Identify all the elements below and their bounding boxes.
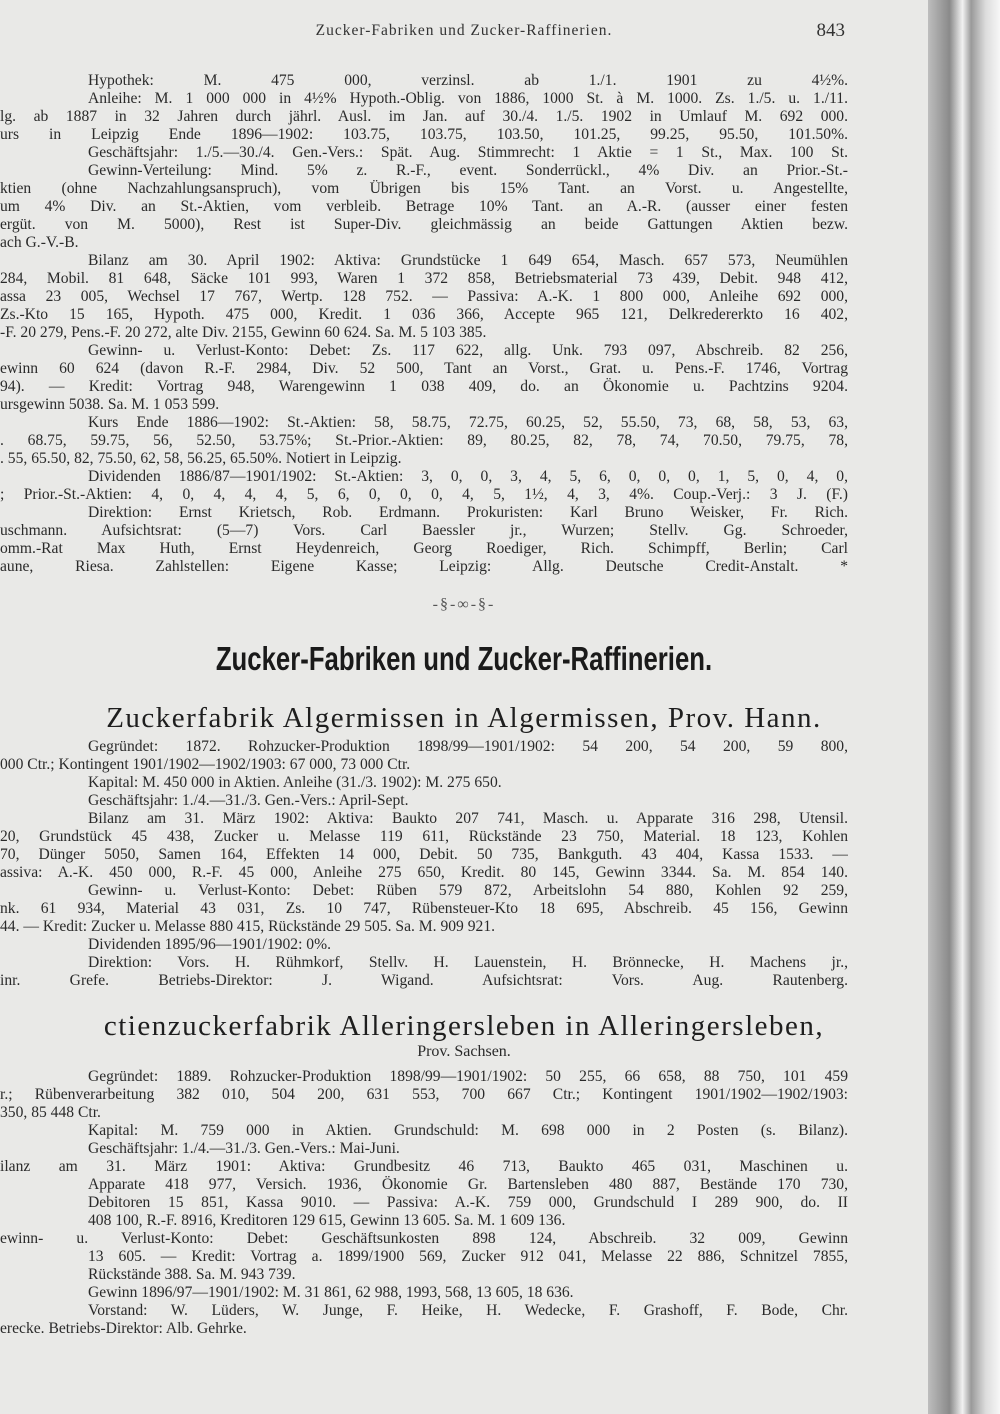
text-line: lg. ab 1887 in 32 Jahren durch jährl. Ausl. im Jan. auf 30./4. 1./5. 1902 in Umlauf M. 692 000. [0,108,848,125]
text-line: 000 Ctr.; Kontingent 1901/1902—1902/1903: 67 000, 73 000 Ctr. [0,756,411,773]
text-line: ewinn- u. Verlust-Konto: Debet: Geschäftsunkosten 898 124, Abschreib. 32 009, Gewinn [0,1230,848,1247]
text-line: omm.-Rat Max Huth, Ernst Heydenreich, Georg Roediger, Rich. Schimpff, Berlin; Carl [0,540,848,557]
text-line: Geschäftsjahr: 1./5.—30./4. Gen.-Vers.: Spät. Aug. Stimmrecht: 1 Aktie = 1 St., Max. 100 St. [88,144,848,161]
text-line: Gewinn-Verteilung: Mind. 5% z. R.-F., event. Sonderrückl., 4% Div. an Prior.-St.- [88,162,848,179]
company-subtitle: Prov. Sachsen. [417,1043,511,1060]
text-line: ergüt. von M. 5000), Rest ist Super-Div. gleichmässig an beide Gattungen Aktien bezw. [0,216,848,233]
text-line: ewinn 60 624 (davon R.-F. 2984, Div. 52 500, Tant an Vorst., Grat. u. Pens.-F. 1746, Vortrag [0,360,848,377]
text-line: Direktion: Ernst Krietsch, Rob. Erdmann. Prokuristen: Karl Bruno Weisker, Fr. Rich. [88,504,848,521]
page-number: 843 [816,20,845,41]
text-line: Bilanz am 30. April 1902: Aktiva: Grundstücke 1 649 654, Masch. 657 573, Neumühlen [88,252,848,269]
text-line: aune, Riesa. Zahlstellen: Eigene Kasse; Leipzig: Allg. Deutsche Credit-Anstalt. * [0,558,848,575]
text-line: Zs.-Kto 15 165, Hypoth. 475 000, Kredit. 1 036 366, Accepte 965 121, Delkredererkto 16 402, [0,306,848,323]
text-line: . 55, 65.50, 82, 75.50, 62, 58, 56.25, 65.50%. Notiert in Leipzig. [0,450,402,467]
running-header [0,22,928,44]
text-line: Gewinn- u. Verlust-Konto: Debet: Zs. 117 622, allg. Unk. 793 097, Abschreib. 82 256, [88,342,848,359]
text-line: 44. — Kredit: Zucker u. Melasse 880 415, Rückstände 29 505. Sa. M. 909 921. [0,918,496,935]
text-line: . 68.75, 59.75, 56, 52.50, 53.75%; St.-Prior.-Aktien: 89, 80.25, 82, 78, 74, 70.50, 79.75, 78, [0,432,848,449]
text-line: Kurs Ende 1886—1902: St.-Aktien: 58, 58.75, 72.75, 60.25, 52, 55.50, 73, 68, 58, 53, 63, [88,414,848,431]
running-title: Zucker-Fabriken und Zucker-Raffinerien. [315,22,613,39]
text-line: ; Prior.-St.-Aktien: 4, 0, 4, 4, 4, 5, 6, 0, 0, 0, 4, 5, 1½, 4, 3, 4%. Coup.-Verj.: 3 J. (F.) [0,486,848,503]
text-line: Dividenden 1886/87—1901/1902: St.-Aktien: 3, 0, 0, 3, 4, 5, 6, 0, 0, 0, 1, 5, 0, 4, 0, [88,468,848,485]
text-line: r.; Rübenverarbeitung 382 010, 504 200, 631 553, 700 667 Ctr.; Kontingent 1901/1902—1902/1903: [0,1086,848,1103]
text-line: Direktion: Vors. H. Rühmkorf, Stellv. H. Lauenstein, H. Brönnecke, H. Machens jr., [88,954,848,971]
text-line: -F. 20 279, Pens.-F. 20 272, alte Div. 2155, Gewinn 60 624. Sa. M. 5 103 385. [0,324,487,341]
text-line: 350, 85 448 Ctr. [0,1104,101,1121]
text-line: 20, Grundstück 45 438, Zucker u. Melasse 119 611, Rückstände 23 750, Material. 18 123, Kohlen [0,828,848,845]
text-line: Vorstand: W. Lüders, W. Junge, F. Heike, H. Wedecke, F. Grashoff, F. Bode, Chr. [88,1302,848,1319]
separator-ornament: -§-∞-§- [432,596,496,613]
text-line: uschmann. Aufsichtsrat: (5—7) Vors. Carl Baessler jr., Wurzen; Stellv. Gg. Schroeder, [0,522,848,539]
text-line: assiva: A.-K. 450 000, R.-F. 45 000, Anleihe 275 650, Kredit. 80 145, Gewinn 3344. Sa. M. 854 140. [0,864,848,881]
text-line: Debitoren 15 851, Kassa 9010. — Passiva: A.-K. 759 000, Grundschuld I 289 900, do. II [88,1194,848,1211]
text-line: Kapital: M. 450 000 in Aktien. Anleihe (31./3. 1902): M. 275 650. [88,774,502,791]
text-line: ilanz am 31. März 1901: Aktiva: Grundbesitz 46 713, Baukto 465 031, Maschinen u. [0,1158,848,1175]
text-line: 70, Dünger 5050, Samen 164, Effekten 14 000, Debit. 50 735, Bankguth. 43 404, Kassa 1533. — [0,846,848,863]
text-line: 94). — Kredit: Vortrag 948, Warengewinn 1 038 409, do. an Ökonomie u. Pachtzins 9204. [0,378,848,395]
text-line: 284, Mobil. 81 648, Säcke 101 993, Waren 1 372 858, Betriebsmaterial 73 439, Debit. 948 412, [0,270,848,287]
text-line: Gewinn 1896/97—1901/1902: M. 31 861, 62 988, 1993, 568, 13 605, 18 636. [88,1284,574,1301]
company-title: Zuckerfabrik Algermissen in Algermissen, Prov. Hann. [106,702,822,734]
text-line: ursgewinn 5038. Sa. M. 1 053 599. [0,396,220,413]
text-line: nk. 61 934, Material 43 031, Zs. 10 747, Rübensteuer-Kto 18 695, Abschreib. 45 156, Gewinn [0,900,848,917]
text-line: Gegründet: 1872. Rohzucker-Produktion 1898/99—1901/1902: 54 200, 54 200, 59 800, [88,738,848,755]
text-line: 13 605. — Kredit: Vortrag a. 1899/1900 569, Zucker 912 041, Melasse 22 886, Schnitzel 7855, [88,1248,848,1265]
text-line: ach G.-V.-B. [0,234,79,251]
text-line: Geschäftsjahr: 1./4.—31./3. Gen.-Vers.: Mai-Juni. [88,1140,400,1157]
text-line: Kapital: M. 759 000 in Aktien. Grundschuld: M. 698 000 in 2 Posten (s. Bilanz). [88,1122,848,1139]
text-line: Anleihe: M. 1 000 000 in 4½% Hypoth.-Oblig. von 1886, 1000 St. à M. 1000. Zs. 1./5. u. 1./11. [88,90,848,107]
text-line: um 4% Div. an St.-Aktien, vom verbleib. Betrage 10% Tant. an A.-R. (ausser einer festen [0,198,848,215]
text-line: Gegründet: 1889. Rohzucker-Produktion 1898/99—1901/1902: 50 255, 66 658, 88 750, 101 459 [88,1068,848,1085]
text-line: ktien (ohne Nachzahlungsanspruch), vom Übrigen bis 15% Tant. an Vorst. u. Angestellte, [0,180,848,197]
text-line: urs in Leipzig Ende 1896—1902: 103.75, 103.75, 103.50, 101.25, 99.25, 95.50, 101.50%. [0,126,848,143]
text-line: Hypothek: M. 475 000, verzinsl. ab 1./1. 1901 zu 4½%. [88,72,848,89]
text-line: Geschäftsjahr: 1./4.—31./3. Gen.-Vers.: April-Sept. [88,792,409,809]
text-line: erecke. Betriebs-Direktor: Alb. Gehrke. [0,1320,247,1337]
text-line: Bilanz am 31. März 1902: Aktiva: Baukto 207 741, Masch. u. Apparate 316 298, Utensil. [88,810,848,827]
text-line: Apparate 418 977, Versich. 1936, Ökonomie Gr. Bartensleben 480 887, Bestände 170 730, [88,1176,848,1193]
text-line: assa 23 005, Wechsel 17 767, Wertp. 128 752. — Passiva: A.-K. 1 800 000, Anleihe 692 000, [0,288,848,305]
text-line: inr. Grefe. Betriebs-Direktor: J. Wigand. Aufsichtsrat: Vors. Aug. Rautenberg. [0,972,848,989]
company-title: ctienzuckerfabrik Alleringersleben in Alleringersleben, [103,1010,825,1042]
section-heading: Zucker-Fabriken und Zucker-Raffinerien. [215,640,713,677]
book-edge [928,0,1000,1414]
text-line: 408 100, R.-F. 8916, Kreditoren 129 615, Gewinn 13 605. Sa. M. 1 609 136. [88,1212,566,1229]
text-line: Rückstände 388. Sa. M. 943 739. [88,1266,296,1283]
text-line: Gewinn- u. Verlust-Konto: Debet: Rüben 579 872, Arbeitslohn 54 880, Kohlen 92 259, [88,882,848,899]
text-line: Dividenden 1895/96—1901/1902: 0%. [88,936,331,953]
